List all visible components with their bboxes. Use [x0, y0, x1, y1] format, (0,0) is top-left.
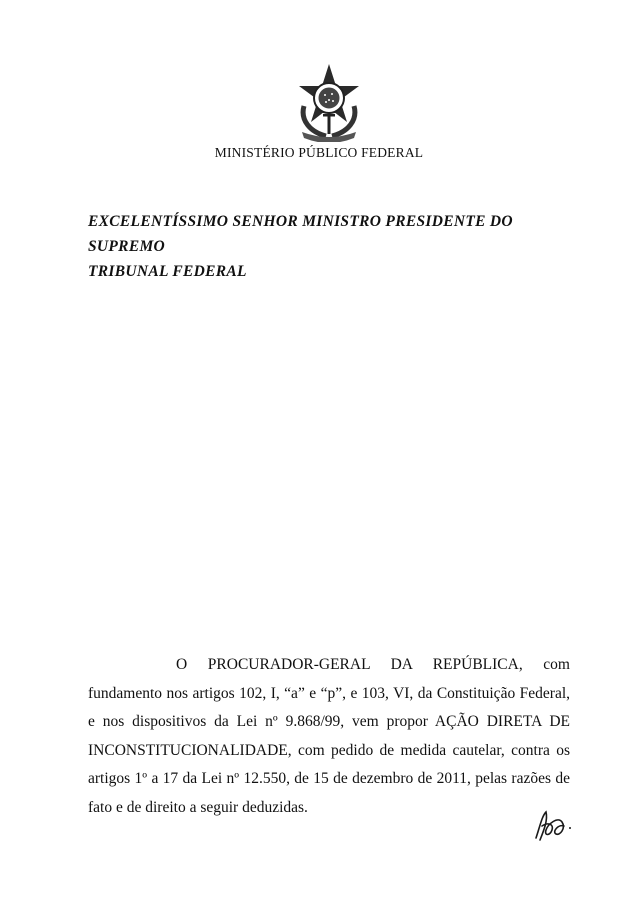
addressee-heading	[88, 209, 588, 284]
brazil-coat-of-arms-icon	[290, 62, 368, 142]
handwritten-initials	[530, 806, 574, 846]
agency-name: MINISTÉRIO PÚBLICO FEDERAL	[214, 145, 424, 160]
addressee-line-2: TRIBUNAL FEDERAL	[88, 263, 247, 280]
addressee-line-1: EXCELENTÍSSIMO SENHOR MINISTRO PRESIDENTE DO SUPREMO	[88, 213, 513, 255]
petition-paragraph-text: O PROCURADOR-GERAL DA REPÚBLICA, com fundamento nos artigos 102, I, “a” e “p”, e 103, VI, da Constituição Federal, e nos dispositivos da Lei nº 9.868/99, vem propor AÇÃO DIRETA DE INCONSTITUCIONALIDADE, com pedido de medida cautelar, contra os artigos 1º a 17 da Lei nº 12.550, de 15 de dezembro de 2011, pelas razões de fato e de direito a seguir deduzidas.	[88, 656, 570, 816]
petition-paragraph	[88, 651, 570, 822]
